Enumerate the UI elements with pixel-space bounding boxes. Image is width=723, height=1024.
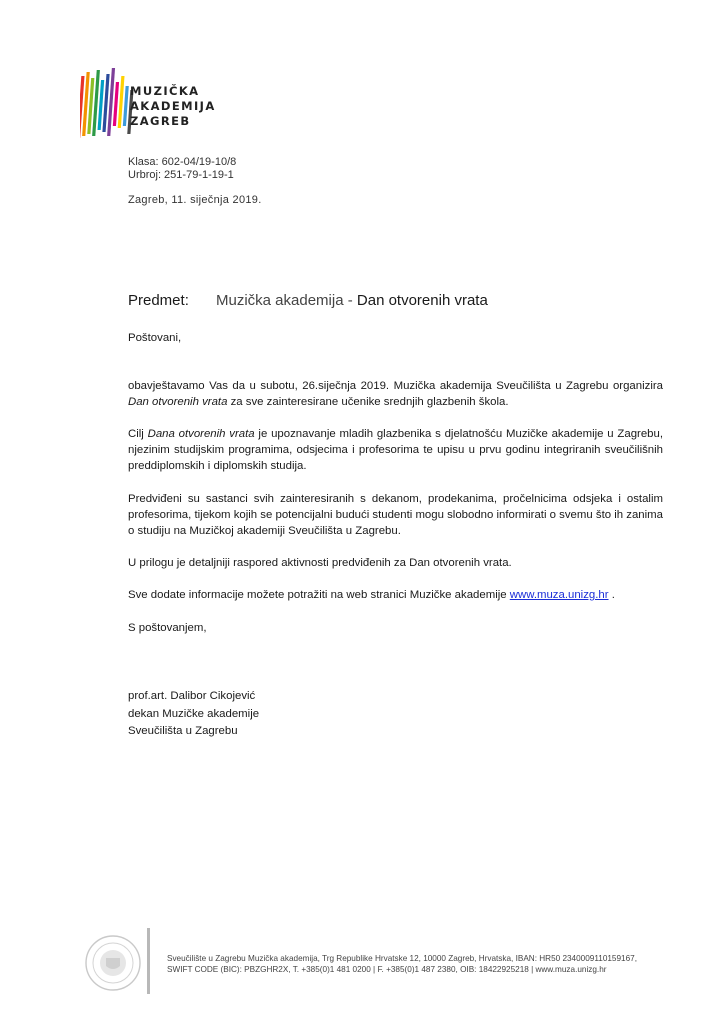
klasa: Klasa: 602-04/19-10/8 xyxy=(128,156,237,168)
p5-text-b: . xyxy=(608,589,615,601)
p1-italic: Dan otvorenih vrata xyxy=(128,396,228,409)
logo-bar xyxy=(123,86,129,126)
logo-wordmark xyxy=(130,84,216,129)
logo-bar xyxy=(113,82,119,126)
p2-italic: Dana otvorenih vrata xyxy=(147,428,255,440)
subject-text: Muzička akademija - xyxy=(216,292,357,309)
logo-line-2: AKADEMIJA xyxy=(130,99,216,113)
logo-line-3: ZAGREB xyxy=(130,114,191,128)
signature-name: prof.art. Dalibor Cikojević xyxy=(128,690,256,702)
paragraph-1 xyxy=(128,378,663,410)
subject-label: Predmet: xyxy=(128,292,189,309)
paragraph-4: U prilogu je detaljniji raspored aktivnosti predviđenih za Dan otvorenih vrata. xyxy=(128,557,512,569)
paragraph-2 xyxy=(128,426,663,475)
greeting: Poštovani, xyxy=(128,332,182,344)
paragraph-5 xyxy=(128,587,663,603)
footer-divider xyxy=(147,928,150,994)
p2-text-a: Cilj xyxy=(128,428,148,440)
subject-line xyxy=(128,292,488,309)
p5-text-a: Sve dodate informacije možete potražiti na web stranici Muzičke akademije xyxy=(128,589,510,601)
urbroj: Urbroj: 251-79-1-19-1 xyxy=(128,169,234,181)
muzicka-akademija-logo xyxy=(80,66,230,140)
footer-address xyxy=(167,953,637,975)
closing: S poštovanjem, xyxy=(128,622,207,634)
signature-title: dekan Muzičke akademije xyxy=(128,707,260,720)
footer-line-2: SWIFT CODE (BIC): PBZGHR2X, T. +385(0)1 481 0200 | F. +385(0)1 487 2380, OIB: 18422925218 | www.muza.unizg.hr xyxy=(167,965,607,974)
subject-highlight: Dan otvorenih vrata xyxy=(356,292,488,309)
paragraph-3: Predviđeni su sastanci svih zainteresiranih s dekanom, prodekanima, pročelnicima odsjeka i ostalim profesorima, tijekom kojih se potencijalni budući studenti mogu slobodno informirati o svemu što ih zanima o studiju na Muzičkoj akademiji Sveučilišta u Zagrebu. xyxy=(128,493,663,538)
p1-text-b: za sve zainteresirane učenike srednjih glazbenih škola. xyxy=(227,396,509,409)
website-link[interactable]: www.muza.unizg.hr xyxy=(509,589,609,601)
p2-text-b: je upoznavanje mladih glazbenika s djelatnošću Muzičke akademije u Zagrebu, njezinim studijskim programima, odsjecima i profesorima te upisu u prvu godinu integriranih sveučilišnih preddiplomskih i diplomskih studija. xyxy=(128,428,664,473)
footer-line-1: Sveučilište u Zagrebu Muzička akademija, Trg Republike Hrvatske 12, 10000 Zagreb, Hrvatska, IBAN: HR50 2340009110159167, xyxy=(167,954,637,963)
university-seal-icon xyxy=(84,934,142,992)
letter-date: Zagreb, 11. siječnja 2019. xyxy=(128,194,262,206)
signature-block xyxy=(128,688,259,741)
logo-line-1: MUZIČKA xyxy=(130,84,200,98)
signature-institution: Sveučilišta u Zagrebu xyxy=(128,725,238,737)
p1-text-a: obavještavamo Vas da u subotu, 26.siječnja 2019. Muzička akademija Sveučilišta u Zagrebu organizira xyxy=(128,380,663,392)
